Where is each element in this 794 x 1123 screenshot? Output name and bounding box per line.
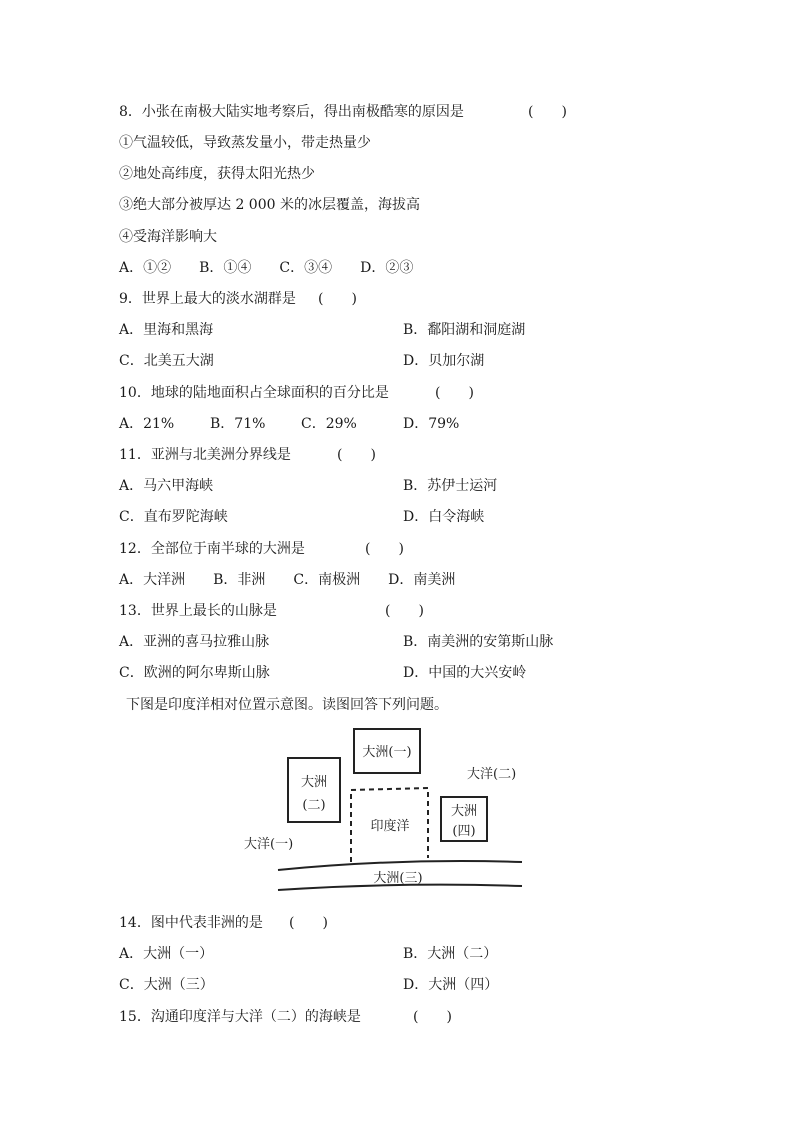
q8-answer-blank: ( ) xyxy=(528,104,567,120)
continent-4-label-bottom: (四) xyxy=(452,824,476,839)
q11-option-c: C．直布罗陀海峡 xyxy=(119,509,228,525)
continent-2-label-bottom: (二) xyxy=(302,798,326,813)
q14-option-a: A．大洲（一） xyxy=(119,946,214,962)
q8-item-3: ③绝大部分被厚达 2 000 米的冰层覆盖，海拔高 xyxy=(119,197,420,213)
q11-stem: 11．亚洲与北美洲分界线是 xyxy=(119,447,291,463)
q13-option-a: A．亚洲的喜马拉雅山脉 xyxy=(119,634,270,650)
q11-option-a: A．马六甲海峡 xyxy=(119,478,214,494)
q15-stem: 15．沟通印度洋与大洋（二）的海峡是 xyxy=(119,1009,361,1025)
q14-option-c: C．大洲（三） xyxy=(119,977,214,993)
q10-option-d: D．79% xyxy=(403,416,460,432)
continent-3-band-top xyxy=(278,861,522,870)
q10-option-c: C．29% xyxy=(301,416,357,432)
diagram-intro: 下图是印度洋相对位置示意图。读图回答下列问题。 xyxy=(126,697,448,713)
q9-answer-blank: ( ) xyxy=(318,291,357,307)
q8-options: A．①② B．①④ C．③④ D．②③ xyxy=(119,260,414,276)
q11-option-b: B．苏伊士运河 xyxy=(403,478,498,494)
q9-option-c: C．北美五大湖 xyxy=(119,353,214,369)
indian-ocean-diagram xyxy=(230,722,540,902)
q9-option-d: D．贝加尔湖 xyxy=(403,353,485,369)
q14-option-d: D．大洲（四） xyxy=(403,977,499,993)
q14-answer-blank: ( ) xyxy=(289,915,328,931)
q12-stem: 12．全部位于南半球的大洲是 xyxy=(119,541,305,557)
q11-option-d: D．白令海峡 xyxy=(403,509,485,525)
q14-stem: 14．图中代表非洲的是 xyxy=(119,915,263,931)
q13-option-d: D．中国的大兴安岭 xyxy=(403,665,527,681)
continent-2-label-top: 大洲 xyxy=(300,775,328,790)
continent-4-label-top: 大洲 xyxy=(450,804,478,819)
q15-answer-blank: ( ) xyxy=(413,1009,452,1025)
q12-answer-blank: ( ) xyxy=(365,541,404,557)
q8-stem: 8．小张在南极大陆实地考察后，得出南极酷寒的原因是 xyxy=(119,104,464,120)
q9-option-b: B．鄱阳湖和洞庭湖 xyxy=(403,322,526,338)
q8-item-1: ①气温较低，导致蒸发量小，带走热量少 xyxy=(119,135,371,151)
indian-ocean-label: 印度洋 xyxy=(370,819,410,834)
q8-item-4: ④受海洋影响大 xyxy=(119,229,217,245)
q11-answer-blank: ( ) xyxy=(337,447,376,463)
q13-option-b: B．南美洲的安第斯山脉 xyxy=(403,634,554,650)
ocean-1-label: 大洋(一) xyxy=(244,837,294,852)
q13-stem: 13．世界上最长的山脉是 xyxy=(119,603,277,619)
q14-option-b: B．大洲（二） xyxy=(403,946,498,962)
q10-answer-blank: ( ) xyxy=(435,385,474,401)
continent-1-label: 大洲(一) xyxy=(362,745,412,760)
q10-option-b: B．71% xyxy=(210,416,266,432)
q13-answer-blank: ( ) xyxy=(385,603,424,619)
q12-options: A．大洋洲 B．非洲 C．南极洲 D．南美洲 xyxy=(119,572,456,588)
ocean-2-label: 大洋(二) xyxy=(467,767,517,782)
q10-stem: 10．地球的陆地面积占全球面积的百分比是 xyxy=(119,385,389,401)
q9-stem: 9．世界上最大的淡水湖群是 xyxy=(119,291,296,307)
q9-option-a: A．里海和黑海 xyxy=(119,322,214,338)
q8-item-2: ②地处高纬度，获得太阳光热少 xyxy=(119,166,315,182)
q10-option-a: A．21% xyxy=(119,416,175,432)
q13-option-c: C．欧洲的阿尔卑斯山脉 xyxy=(119,665,270,681)
continent-3-label: 大洲(三) xyxy=(373,871,423,886)
